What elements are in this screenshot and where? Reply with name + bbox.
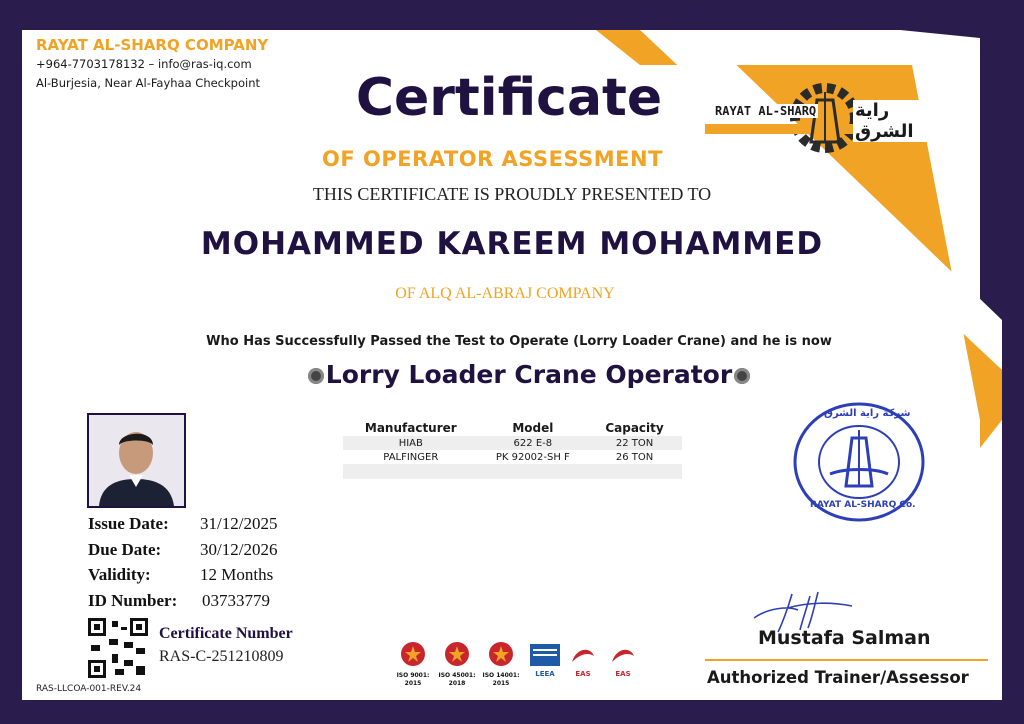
qr-code-icon (88, 618, 148, 678)
iso-badge-icon (487, 640, 515, 668)
equipment-header-row (343, 421, 682, 436)
cell-model (479, 464, 587, 479)
id-number-value: 03733779 (202, 591, 270, 610)
validity-row (88, 565, 273, 585)
cell-capacity: 22 TON (587, 436, 682, 450)
badge-label: ISO 45001: 2018 (438, 672, 476, 687)
person-portrait-icon (89, 415, 184, 506)
recipient-name: MOHAMMED KAREEM MOHAMMED (200, 226, 824, 262)
certificate-number-label: Certificate Number (159, 625, 293, 642)
header-capacity: Capacity (605, 421, 664, 435)
due-date-label: Due Date: (88, 540, 162, 559)
accreditation-badges (394, 640, 644, 696)
badge-label: EAS (575, 670, 591, 678)
badge-label: ISO 9001: 2015 (396, 672, 430, 687)
passed-statement: Who Has Successfully Passed the Test to Operate (Lorry Loader Crane) and he is now (206, 334, 832, 349)
cell-model: PK 92002-SH F (479, 450, 587, 464)
iso-badge-icon (399, 640, 427, 668)
badge-label: EAS (615, 670, 631, 678)
cell-manufacturer: HIAB (343, 436, 479, 450)
id-number-label: ID Number: (88, 591, 178, 610)
cell-capacity: 26 TON (587, 450, 682, 464)
cell-model: 622 E-8 (479, 436, 587, 450)
eas-logo-icon (570, 644, 596, 666)
validity-label: Validity: (88, 565, 151, 584)
badge-label: ISO 14001: 2015 (482, 672, 520, 687)
due-date-value: 30/12/2026 (200, 540, 278, 559)
cell-manufacturer: PALFINGER (343, 450, 479, 464)
signature-line (705, 659, 988, 661)
stamp-text: RAYAT AL-SHARQ Co. (810, 500, 916, 510)
company-address: Al-Burjesia, Near Al-Fayhaa Checkpoint (36, 76, 260, 90)
iso-14001-badge (482, 640, 520, 688)
eas-badge-2 (608, 644, 638, 678)
cell-manufacturer (343, 464, 479, 479)
id-number-row (88, 591, 270, 611)
table-row (343, 436, 682, 450)
iso-9001-badge (394, 640, 432, 688)
iso-badge-icon (443, 640, 471, 668)
eas-logo-icon (610, 644, 636, 666)
operator-role-text: Lorry Loader Crane Operator (325, 360, 733, 389)
equipment-table (343, 421, 682, 479)
due-date-row (88, 540, 277, 560)
header-model: Model (512, 421, 554, 435)
validity-value: 12 Months (200, 565, 274, 584)
logo-text-ar: راية الشرق (853, 100, 945, 142)
company-contact: +964-7703178132 – info@ras-iq.com (36, 57, 252, 71)
stamp-text-ar: شركة راية الشرق (824, 408, 911, 419)
certificate-number-value: RAS-C-251210809 (159, 648, 284, 665)
recipient-company: OF ALQ AL-ABRAJ COMPANY (395, 285, 615, 302)
leea-badge (528, 644, 562, 678)
bullet-right-icon (734, 368, 750, 384)
operator-role (0, 360, 1024, 389)
signer-name: Mustafa Salman (758, 627, 931, 649)
certificate-subtitle: OF OPERATOR ASSESSMENT (322, 147, 663, 171)
badge-label: LEEA (535, 670, 555, 678)
bullet-left-icon (308, 368, 324, 384)
revision-code: RAS-LLCOA-001-REV.24 (36, 684, 142, 694)
issue-date-label: Issue Date: (88, 514, 169, 533)
table-row (343, 464, 682, 479)
logo-text-en: RAYAT AL-SHARQ (715, 104, 817, 118)
header-manufacturer: Manufacturer (364, 421, 457, 435)
iso-45001-badge (438, 640, 476, 688)
presented-to-text: THIS CERTIFICATE IS PROUDLY PRESENTED TO (312, 184, 712, 204)
cell-capacity (587, 464, 682, 479)
signer-title: Authorized Trainer/Assessor (707, 668, 969, 687)
company-name: RAYAT AL-SHARQ COMPANY (36, 36, 269, 54)
leea-logo-icon (530, 644, 560, 666)
certificate-title: Certificate (355, 68, 663, 128)
eas-badge-1 (568, 644, 598, 678)
recipient-photo (87, 413, 186, 508)
issue-date-row (88, 514, 277, 534)
company-stamp (790, 400, 928, 524)
issue-date-value: 31/12/2025 (200, 514, 278, 533)
table-row (343, 450, 682, 464)
